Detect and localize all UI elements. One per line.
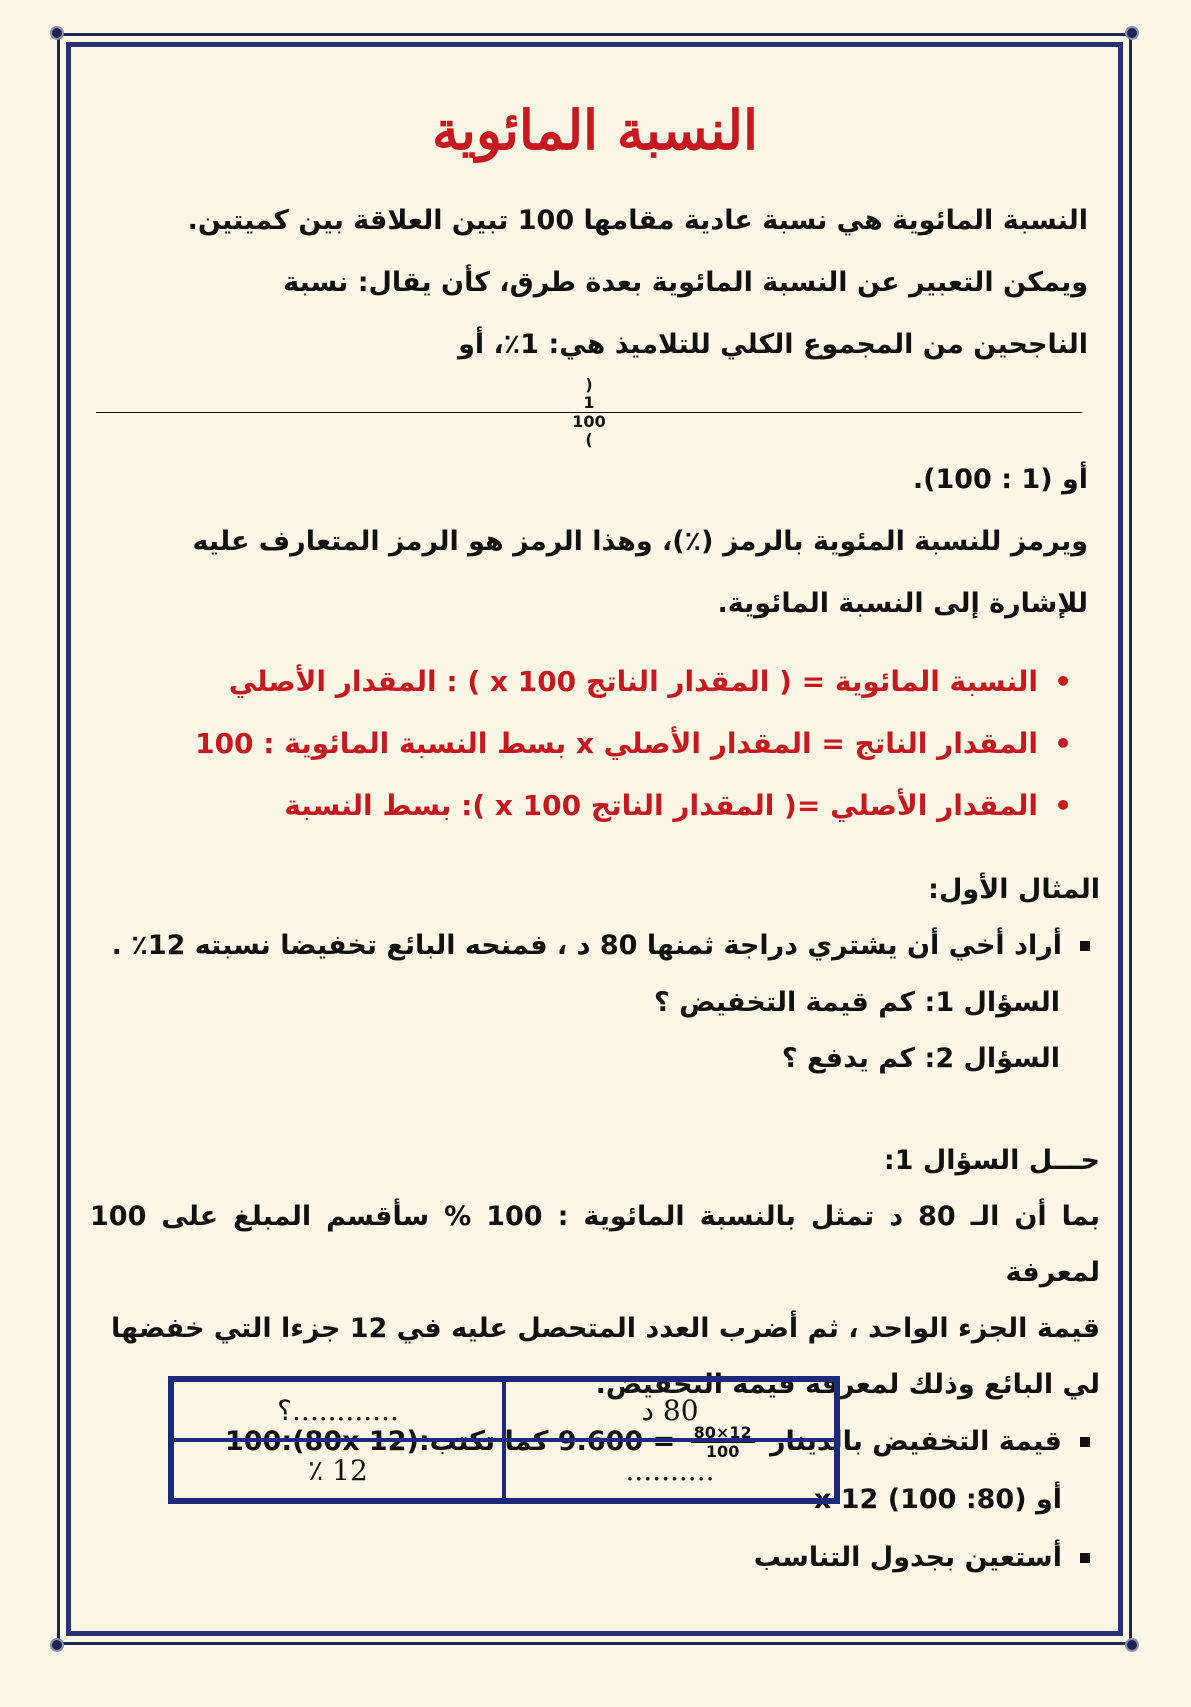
paragraph-line: النسبة المائوية هي نسبة عادية مقامها 100 تبين العلاقة بين كميتين. [187,205,1088,236]
fraction-numerator: 1 [96,394,1082,413]
formula-item: • المقدار الناتج = المقدار الأصلي x بسط النسبة المائوية : 100 [90,713,1038,775]
formula-list [90,651,1100,837]
proportion-table [168,1376,840,1504]
table-cell: .......... [504,1440,836,1500]
table-cell: ............؟ [172,1380,504,1440]
fraction-numerator: 12×80 [691,1424,755,1443]
table-cell: 12 ٪ [172,1440,504,1500]
solution-line: بما أن الـ 80 د تمثل بالنسبة المائوية : 100 % سأقسم المبلغ على 100 لمعرفة [90,1201,1100,1288]
table-intro: أستعين بجدول التناسب [90,1529,1062,1587]
calc-suffix: = 9.600 كما تكتب:(80x 12):100 [225,1426,676,1457]
example-title: المثال الأول: [928,874,1100,905]
example-text: أراد أخي أن يشتري دراجة ثمنها 80 د ، فمنحه البائع تخفيضا نسبته 12٪ . [90,917,1062,975]
solution-line: قيمة الجزء الواحد ، ثم أضرب العدد المتحصل عليه في 12 جزءا التي خفضها [111,1313,1100,1344]
solution-title: حـــل السؤال 1: [883,1145,1100,1176]
calc-prefix: قيمة التخفيض بالدينار [770,1426,1062,1457]
fraction: ( 1 100 ) [96,376,1082,449]
paragraph-line: للإشارة إلى النسبة المائوية. [717,588,1088,619]
frame-corner-ornament [50,26,64,40]
calc-alternative: أو (80: 100) x 12 [813,1484,1062,1515]
paragraph-line: ويرمز للنسبة المئوية بالرمز (٪)، وهذا الرمز هو الرمز المتعارف عليه [192,526,1088,557]
fraction-denominator: 100 [705,1442,740,1461]
frame-corner-ornament [1125,26,1139,40]
example-list [90,917,1100,975]
paragraph-line-text: الناجحين من المجموع الكلي للتلاميذ هي: 1٪، أو [458,329,1088,360]
formula-item: • النسبة المائوية = ( المقدار الناتج x 100 ) : المقدار الأصلي [90,651,1038,713]
question-2: السؤال 2: كم يدفع ؟ [781,1043,1060,1074]
paragraph-line [90,314,1088,511]
solution-line: لي البائع وذلك لمعرفة قيمة التخفيض. [595,1369,1100,1400]
paragraph-line-tail: أو (1 : 100). [912,464,1088,495]
fraction-denominator: 100 [572,412,606,431]
formula-item: • المقدار الأصلي =( المقدار الناتج x 100 ): بسط النسبة [90,775,1038,837]
table-cell: 80 د [504,1380,836,1440]
frame-corner-ornament [1125,1638,1139,1652]
paragraph-line: ويمكن التعبير عن النسبة المائوية بعدة طرق، كأن يقال: نسبة [283,267,1088,298]
frame-corner-ornament [50,1638,64,1652]
definition-paragraph [90,190,1088,635]
question-1: السؤال 1: كم قيمة التخفيض ؟ [654,987,1060,1018]
page-title: النسبة المائوية [431,98,758,162]
